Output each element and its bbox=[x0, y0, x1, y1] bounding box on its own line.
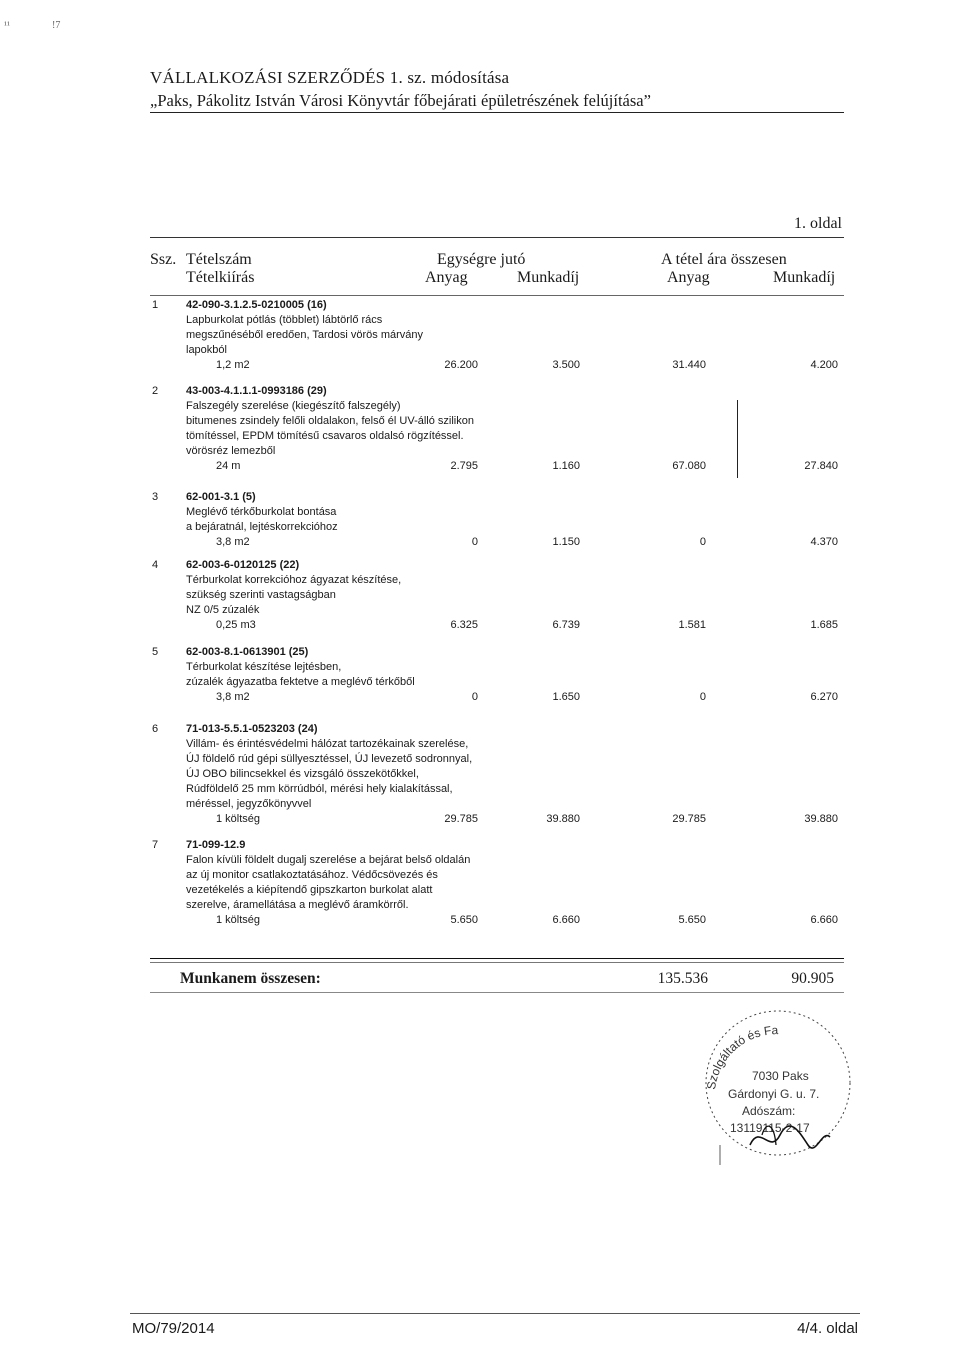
item-description bbox=[186, 737, 506, 812]
item-total-anyag: 0 bbox=[699, 536, 706, 548]
contract-title: VÁLLALKOZÁSI SZERZŐDÉS 1. sz. módosítása bbox=[150, 68, 510, 87]
stamp-address: Gárdonyi G. u. 7. bbox=[728, 1087, 820, 1101]
item-unit-munkadij: 6.660 bbox=[552, 914, 580, 926]
item-quantity: 3,8 m2 bbox=[216, 536, 250, 548]
item-total-anyag: 67.080 bbox=[672, 460, 706, 472]
page-label: 1. oldal bbox=[794, 215, 842, 232]
item-total-anyag: 1.581 bbox=[678, 619, 706, 631]
col-egysegre-juto: Egységre jutó bbox=[437, 251, 526, 268]
item-total-munkadij: 27.840 bbox=[804, 460, 838, 472]
item-code: 42-090-3.1.2.5-0210005 (16) bbox=[186, 299, 327, 311]
item-description-line: Térburkolat korrekcióhoz ágyazat készítése, bbox=[186, 574, 402, 586]
item-quantity: 3,8 m2 bbox=[216, 691, 250, 703]
col-ssz: Ssz. bbox=[150, 251, 177, 268]
table-top-rule bbox=[150, 237, 844, 238]
footer-rule bbox=[130, 1313, 860, 1314]
item-description bbox=[186, 573, 506, 618]
page-number: 4/4. oldal bbox=[797, 1320, 858, 1337]
item-total-anyag: 29.785 bbox=[672, 813, 706, 825]
item-total-munkadij: 6.660 bbox=[810, 914, 838, 926]
item-code: 62-003-8.1-0613901 (25) bbox=[186, 646, 309, 658]
item-quantity: 1,2 m2 bbox=[216, 359, 250, 371]
col-tetelkiiras: Tételkiírás bbox=[186, 269, 255, 286]
item-number: 4 bbox=[152, 559, 159, 571]
item-unit-munkadij: 1.160 bbox=[552, 460, 580, 472]
total-top-rule-2 bbox=[150, 962, 844, 963]
item-total-anyag: 0 bbox=[699, 691, 706, 703]
col-anyag-total: Anyag bbox=[667, 269, 710, 286]
stamp-tax-number: 13119115-2-17 bbox=[730, 1121, 810, 1135]
item-number: 6 bbox=[152, 723, 159, 735]
item-total-munkadij: 6.270 bbox=[810, 691, 838, 703]
item-quantity: 0,25 m3 bbox=[216, 619, 256, 631]
item-unit-anyag: 0 bbox=[471, 691, 478, 703]
item-number: 3 bbox=[152, 491, 159, 503]
item-description-line: a bejáratnál, lejtéskorrekcióhoz bbox=[186, 521, 338, 533]
stamp-ring-text: Szolgáltató és Fa bbox=[704, 1023, 779, 1091]
stamp-city: 7030 Paks bbox=[752, 1069, 809, 1083]
item-quantity: 1 költség bbox=[216, 914, 261, 926]
item-unit-anyag: 2.795 bbox=[450, 460, 478, 472]
item-total-munkadij: 1.685 bbox=[810, 619, 838, 631]
item-code: 43-003-4.1.1.1-0993186 (29) bbox=[186, 385, 327, 397]
document-header bbox=[150, 68, 840, 111]
item-unit-anyag: 29.785 bbox=[444, 813, 478, 825]
item-description-line: Térburkolat készítése lejtésben, bbox=[186, 661, 342, 673]
item-unit-anyag: 5.650 bbox=[450, 914, 478, 926]
item-total-munkadij: 4.200 bbox=[810, 359, 838, 371]
col-anyag-unit: Anyag bbox=[425, 269, 468, 286]
item-description-line: Meglévő térkőburkolat bontása bbox=[186, 506, 337, 518]
item-total-munkadij: 39.880 bbox=[804, 813, 838, 825]
item-unit-munkadij: 1.150 bbox=[552, 536, 580, 548]
item-code: 62-003-6-0120125 (22) bbox=[186, 559, 300, 571]
item-number: 5 bbox=[152, 646, 159, 658]
item-description-line: Villám- és érintésvédelmi hálózat tartozékainak szerelése, bbox=[186, 738, 469, 750]
scan-mark: ¹¹ bbox=[4, 20, 10, 31]
column-divider bbox=[737, 400, 738, 478]
item-code: 71-099-12.9 bbox=[186, 839, 246, 851]
item-unit-munkadij: 3.500 bbox=[552, 359, 580, 371]
item-description bbox=[186, 505, 506, 535]
item-description-line: méréssel, jegyzőkönyvvel bbox=[186, 798, 312, 810]
col-tetel-ara: A tétel ára összesen bbox=[661, 251, 787, 268]
col-munkadij-total: Munkadíj bbox=[773, 269, 836, 286]
item-description-line: lapokból bbox=[186, 344, 227, 356]
item-code: 62-001-3.1 (5) bbox=[186, 491, 256, 503]
total-anyag: 135.536 bbox=[657, 970, 708, 987]
header-rule bbox=[150, 112, 844, 113]
scan-mark: !7 bbox=[52, 20, 61, 31]
item-quantity: 24 m bbox=[216, 460, 241, 472]
company-stamp bbox=[690, 995, 860, 1165]
item-description-line: szükség szerinti vastagságban bbox=[186, 589, 336, 601]
contract-subtitle: „Paks, Pákolitz István Városi Könyvtár főbejárati épületrészének felújítása” bbox=[150, 91, 651, 110]
total-top-rule bbox=[150, 958, 844, 959]
total-bottom-rule bbox=[150, 992, 844, 993]
item-description-line: NZ 0/5 zúzalék bbox=[186, 604, 260, 616]
item-description bbox=[186, 853, 506, 913]
item-description-line: szerelve, áramellátása a meglévő áramkörről. bbox=[186, 899, 409, 911]
item-description bbox=[186, 399, 506, 459]
item-unit-anyag: 26.200 bbox=[444, 359, 478, 371]
item-total-munkadij: 4.370 bbox=[810, 536, 838, 548]
item-quantity: 1 költség bbox=[216, 813, 261, 825]
item-number: 1 bbox=[152, 299, 159, 311]
item-description-line: Falon kívüli földelt dugalj szerelése a bejárat belső oldalán bbox=[186, 854, 471, 866]
item-unit-munkadij: 1.650 bbox=[552, 691, 580, 703]
col-munkadij-unit: Munkadíj bbox=[517, 269, 580, 286]
item-unit-anyag: 6.325 bbox=[450, 619, 478, 631]
col-tetelszam: Tételszám bbox=[186, 251, 252, 268]
item-description-line: Rúdföldelő 25 mm körrúdból, mérési hely kialakítással, bbox=[186, 783, 453, 795]
total-label: Munkanem összesen: bbox=[180, 970, 321, 987]
total-munkadij: 90.905 bbox=[791, 970, 834, 987]
document-reference: MO/79/2014 bbox=[132, 1320, 215, 1337]
item-description-line: Falszegély szerelése (kiegészítő falszegély) bbox=[186, 400, 401, 412]
item-description-line: az új monitor csatlakoztatásához. Védőcsövezés és bbox=[186, 869, 438, 881]
item-description-line: vezetékelés a kiépítendő gipszkarton burkolat alatt bbox=[186, 884, 433, 896]
item-unit-anyag: 0 bbox=[471, 536, 478, 548]
item-total-anyag: 5.650 bbox=[678, 914, 706, 926]
item-total-anyag: 31.440 bbox=[672, 359, 706, 371]
item-description-line: bitumenes zsindely felőli oldalakon, felső él UV-álló szilikon bbox=[186, 415, 474, 427]
item-description-line: tömítéssel, EPDM tömítésű csavaros oldalsó rögzítéssel. bbox=[186, 430, 464, 442]
item-description-line: zúzalék ágyazatba fektetve a meglévő térkőből bbox=[186, 676, 415, 688]
item-description-line: ÚJ földelő rúd gépi süllyesztéssel, ÚJ levezető sodronnyal, bbox=[186, 753, 473, 765]
item-description-line: vörösréz lemezből bbox=[186, 445, 276, 457]
item-description-line: Lapburkolat pótlás (többlet) lábtörlő rács bbox=[186, 314, 383, 326]
item-number: 7 bbox=[152, 839, 159, 851]
item-code: 71-013-5.5.1-0523203 (24) bbox=[186, 723, 318, 735]
stamp-tax-label: Adószám: bbox=[742, 1104, 796, 1118]
item-description-line: megszűnéséből eredően, Tardosi vörös márvány bbox=[186, 329, 424, 341]
item-description bbox=[186, 660, 506, 690]
item-number: 2 bbox=[152, 385, 159, 397]
item-description-line: ÚJ OBO bilincsekkel és vizsgáló összekötőkkel, bbox=[186, 768, 419, 780]
item-unit-munkadij: 39.880 bbox=[546, 813, 580, 825]
item-description bbox=[186, 313, 506, 358]
table-header-rule bbox=[150, 295, 844, 296]
item-unit-munkadij: 6.739 bbox=[552, 619, 580, 631]
